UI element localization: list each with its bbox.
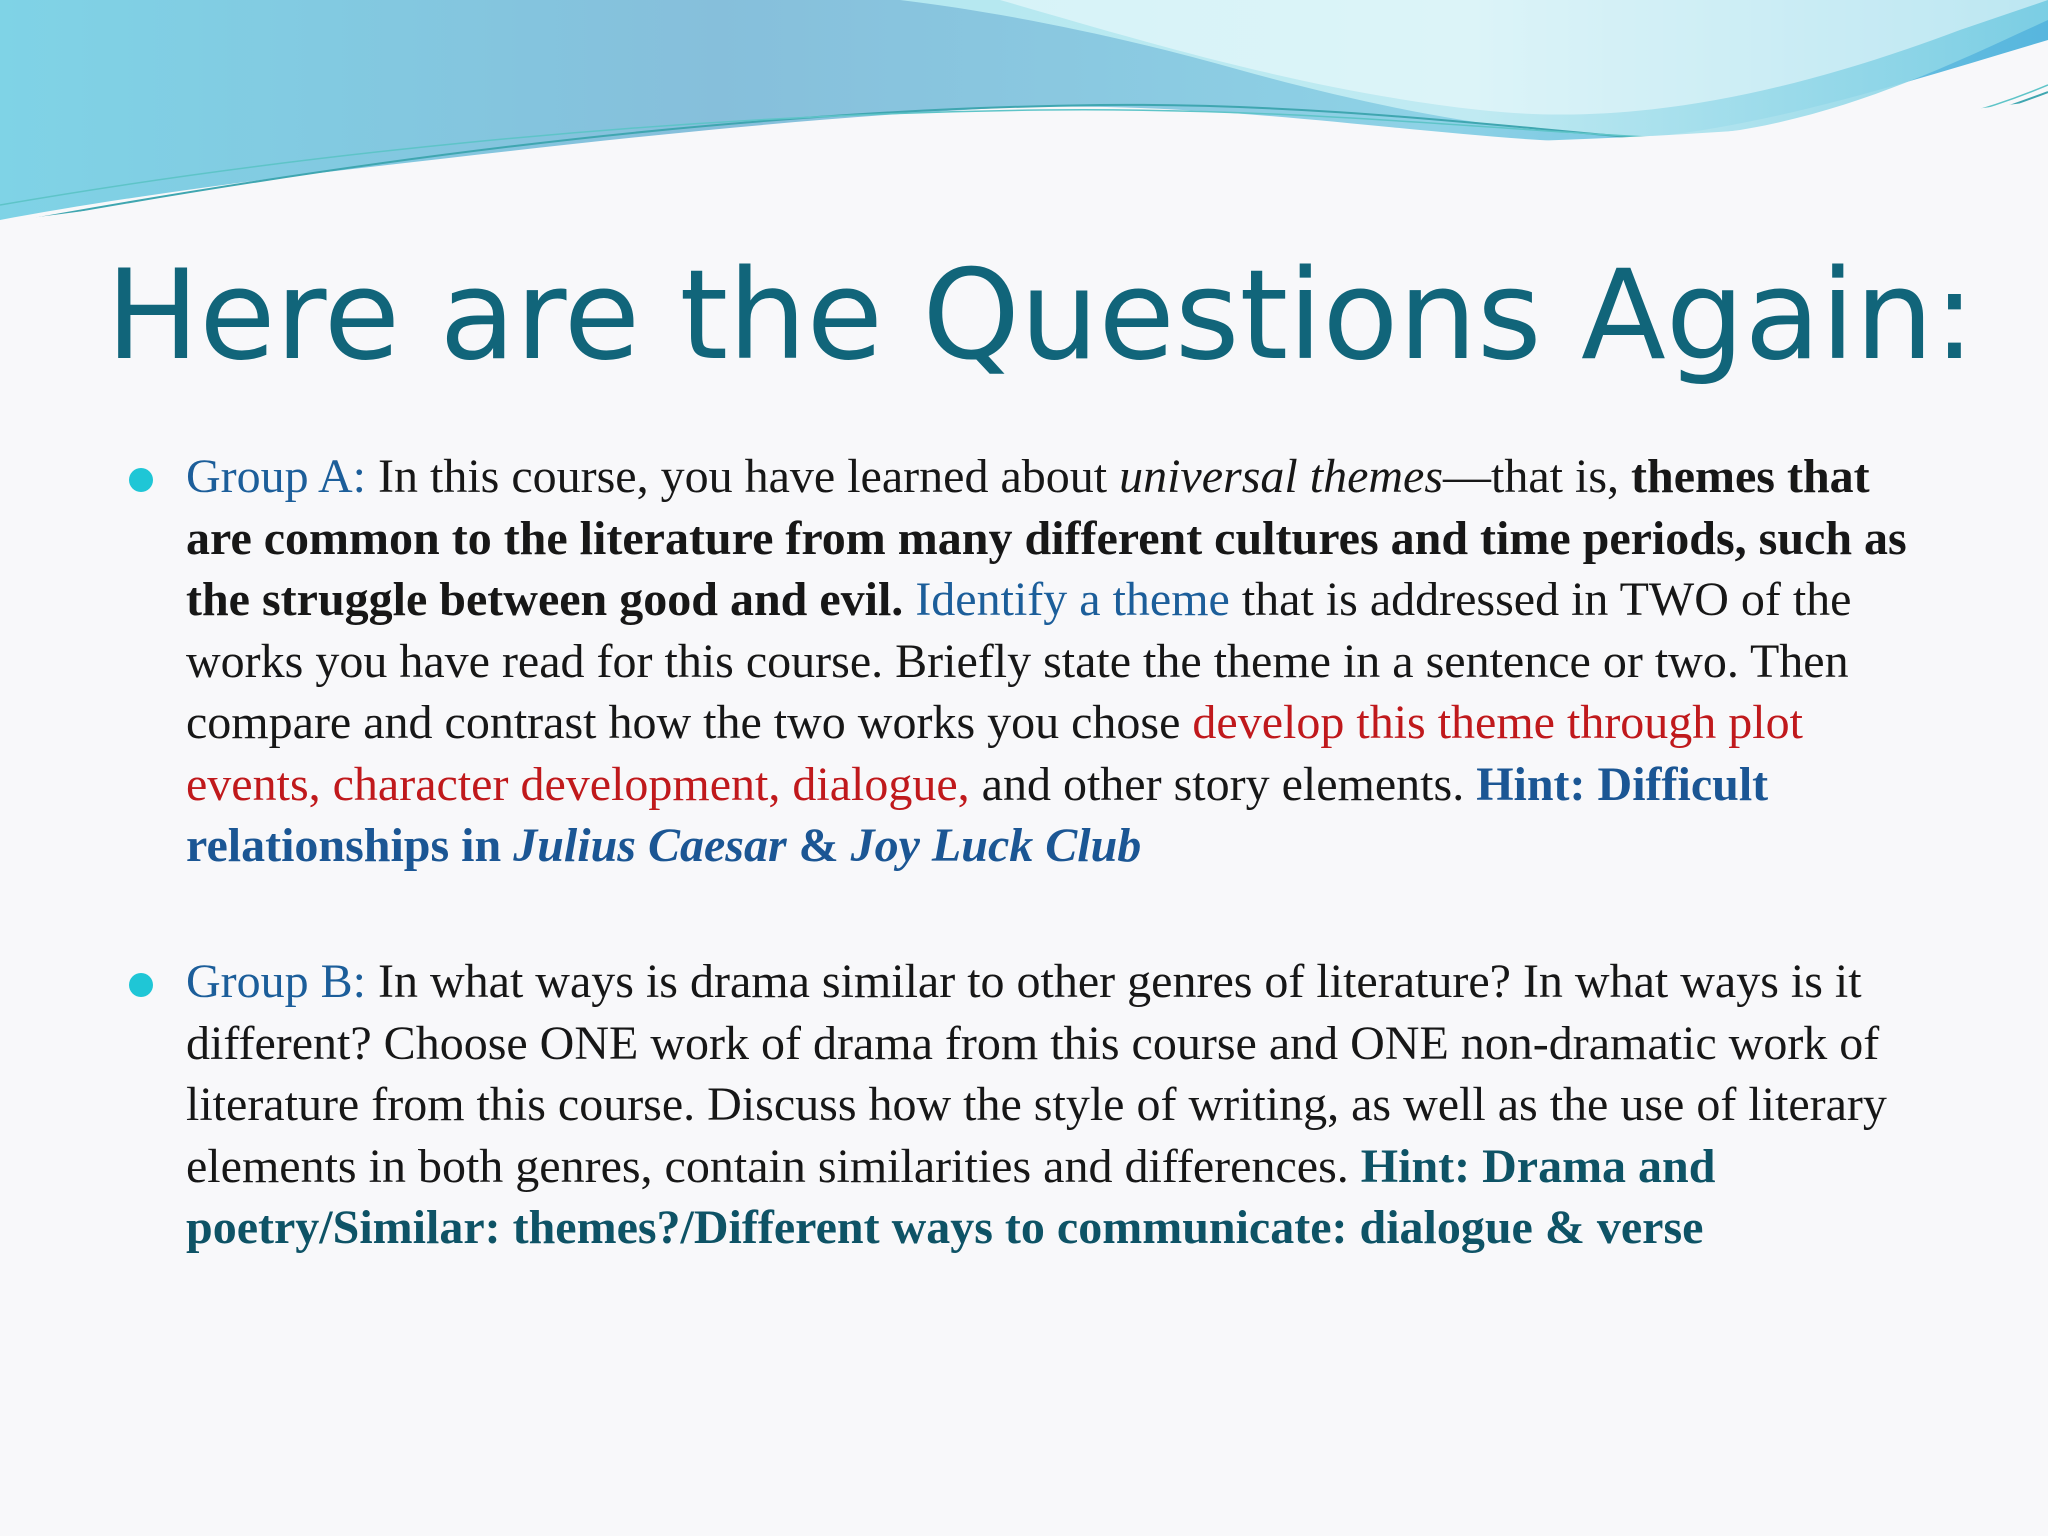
- group-a-hint-work-1: Julius Caesar: [513, 819, 787, 872]
- group-a-hint: Hint: Difficult relationships in: [186, 757, 1769, 872]
- slide-title: Here are the Questions Again:: [106, 244, 1976, 388]
- group-b-text: In what ways is drama similar to other genres of literature? In what ways is it different? Choose ONE work of drama from this course and ONE non-dramatic work of literature from this course. Discuss how the style of writing, as well as the use of literary elements in both genres, contain similarities and differences.: [186, 955, 1887, 1193]
- group-b-label: Group B:: [186, 955, 366, 1008]
- group-a-text-4: and other story elements.: [969, 757, 1477, 811]
- group-a-identify: Identify a theme: [915, 573, 1230, 626]
- group-a-hint-amp: &: [786, 819, 851, 872]
- question-group-b: [186, 951, 1946, 1259]
- group-a-label: Group A:: [186, 450, 366, 503]
- group-a-highlight: develop this theme through plot events, character development, dialogue,: [186, 696, 1803, 811]
- question-group-a: [186, 446, 1946, 877]
- group-a-text-3: that is addressed in TWO of the works you have read for this course. Briefly state the theme in a sentence or two. Then compare and contrast how the two works you chose: [186, 573, 1852, 749]
- group-b-hint: Hint: Drama and poetry/Similar: themes?/Different ways to communicate: dialogue & verse: [186, 1139, 1716, 1254]
- group-a-hint-work-2: Joy Luck Club: [850, 819, 1142, 872]
- group-a-text-1: In this course, you have learned about: [366, 450, 1120, 503]
- wave-banner: [0, 0, 2048, 240]
- group-a-bold: themes that are common to the literature from many different cultures and time periods, such as the struggle between good and evil.: [186, 450, 1907, 626]
- bullet-icon: [129, 468, 153, 492]
- bullet-icon: [129, 973, 153, 997]
- group-a-italic: universal themes: [1119, 450, 1444, 503]
- group-a-text-2: —that is,: [1443, 450, 1632, 503]
